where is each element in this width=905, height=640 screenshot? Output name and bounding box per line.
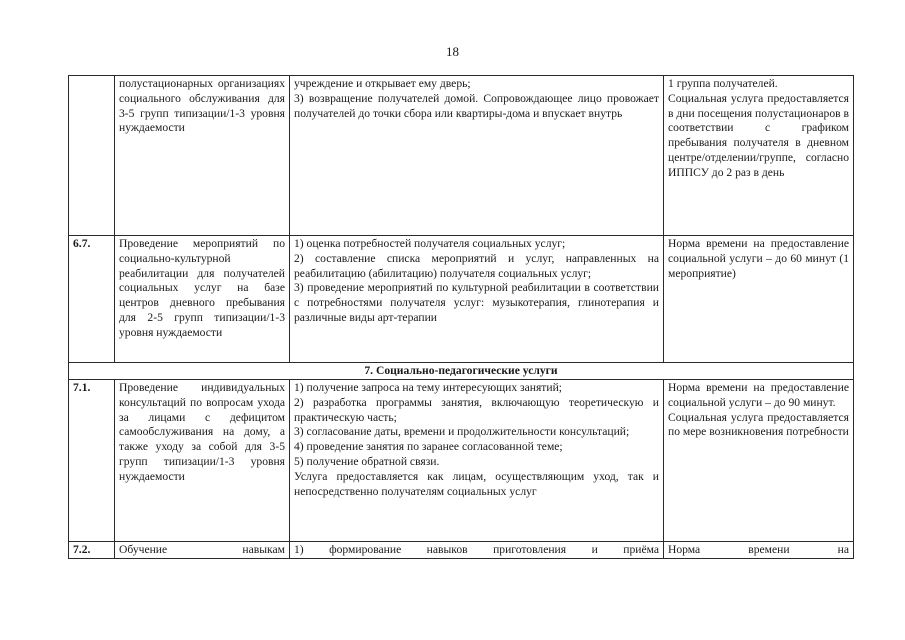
service-name-text: Обучение навыкам [119, 543, 285, 556]
content-line: 3) возвращение получателей домой. Сопровождающее лицо провожает получателей до точки сбора или квартиры-дома и впускает внутрь [294, 91, 659, 120]
service-content [290, 76, 664, 236]
content-line: 4) проведение занятия по заранее согласованной теме; [294, 440, 563, 454]
table-row [69, 542, 854, 559]
service-name: Проведение индивидуальных консультаций по вопросам ухода за лицами с дефицитом самообслуживания на дому, а также уходу за собой для 3-5 групп типизации/1-3 уровня нуждаемости [115, 380, 290, 542]
service-name: полустационарных организациях социального обслуживания для 3-5 групп типизации/1-3 уровня нуждаемости [115, 76, 290, 236]
service-norm [664, 542, 854, 559]
content-line: 5) получение обратной связи. [294, 454, 440, 468]
section-row [69, 363, 854, 380]
table-row [69, 76, 854, 236]
service-name [115, 542, 290, 559]
norm-line: Норма времени на предоставление социальной услуги – до 90 минут. [668, 381, 849, 409]
content-line: 1) получение запроса на тему интересующих занятий; [294, 381, 562, 394]
content-line: Услуга предоставляется как лицам, осуществляющим уход, так и непосредственно получателям социальных услуг [294, 469, 659, 498]
service-number: 7.2. [69, 542, 115, 559]
content-line: 2) составление списка мероприятий и услуг, направленных на реабилитацию (абилитацию) получателя социальных услуг; [294, 251, 659, 280]
content-line: 1) формирование навыков приготовления и приёма [294, 543, 659, 556]
norm-line: Норма времени на [668, 543, 849, 556]
service-content [290, 236, 664, 363]
norm-line: Норма времени на предоставление социальной услуги – до 60 минут (1 мероприятие) [668, 237, 849, 280]
page-number: 18 [446, 44, 459, 59]
content-line: 1) оценка потребностей получателя социальных услуг; [294, 237, 566, 250]
service-number [69, 76, 115, 236]
service-norm [664, 380, 854, 542]
service-content [290, 542, 664, 559]
norm-line: Социальная услуга предоставляется в дни посещения полустационаров в соответствии с графиком пребывания получателя в дневном центре/отделении/группе, согласно ИППСУ до 2 раз в день [668, 91, 849, 179]
content-line: учреждение и открывает ему дверь; [294, 77, 471, 90]
content-line: 2) разработка программы занятия, включающую теоретическую и практическую часть; [294, 395, 659, 424]
content-line: 3) согласование даты, времени и продолжительности консультаций; [294, 425, 630, 439]
service-name: Проведение мероприятий по социально-культурной реабилитации для получателей социальных услуг на базе центров дневного пребывания для 2-5 групп типизации/1-3 уровня нуждаемости [115, 236, 290, 363]
norm-line: 1 группа получателей. [668, 77, 778, 90]
service-norm [664, 76, 854, 236]
service-number: 7.1. [69, 380, 115, 542]
service-number: 6.7. [69, 236, 115, 363]
content-line: 3) проведение мероприятий по культурной реабилитации в соответствии с потребностями получателя услуг: музыкотерапия, глинотерапия и различные виды арт-терапии [294, 281, 659, 324]
service-content [290, 380, 664, 542]
section-heading: 7. Социально-педагогические услуги [69, 363, 854, 380]
table-row [69, 236, 854, 363]
norm-line: Социальная услуга предоставляется по мере возникновения потребности [668, 410, 849, 439]
table-row [69, 380, 854, 542]
service-norm [664, 236, 854, 363]
services-table [68, 75, 854, 559]
